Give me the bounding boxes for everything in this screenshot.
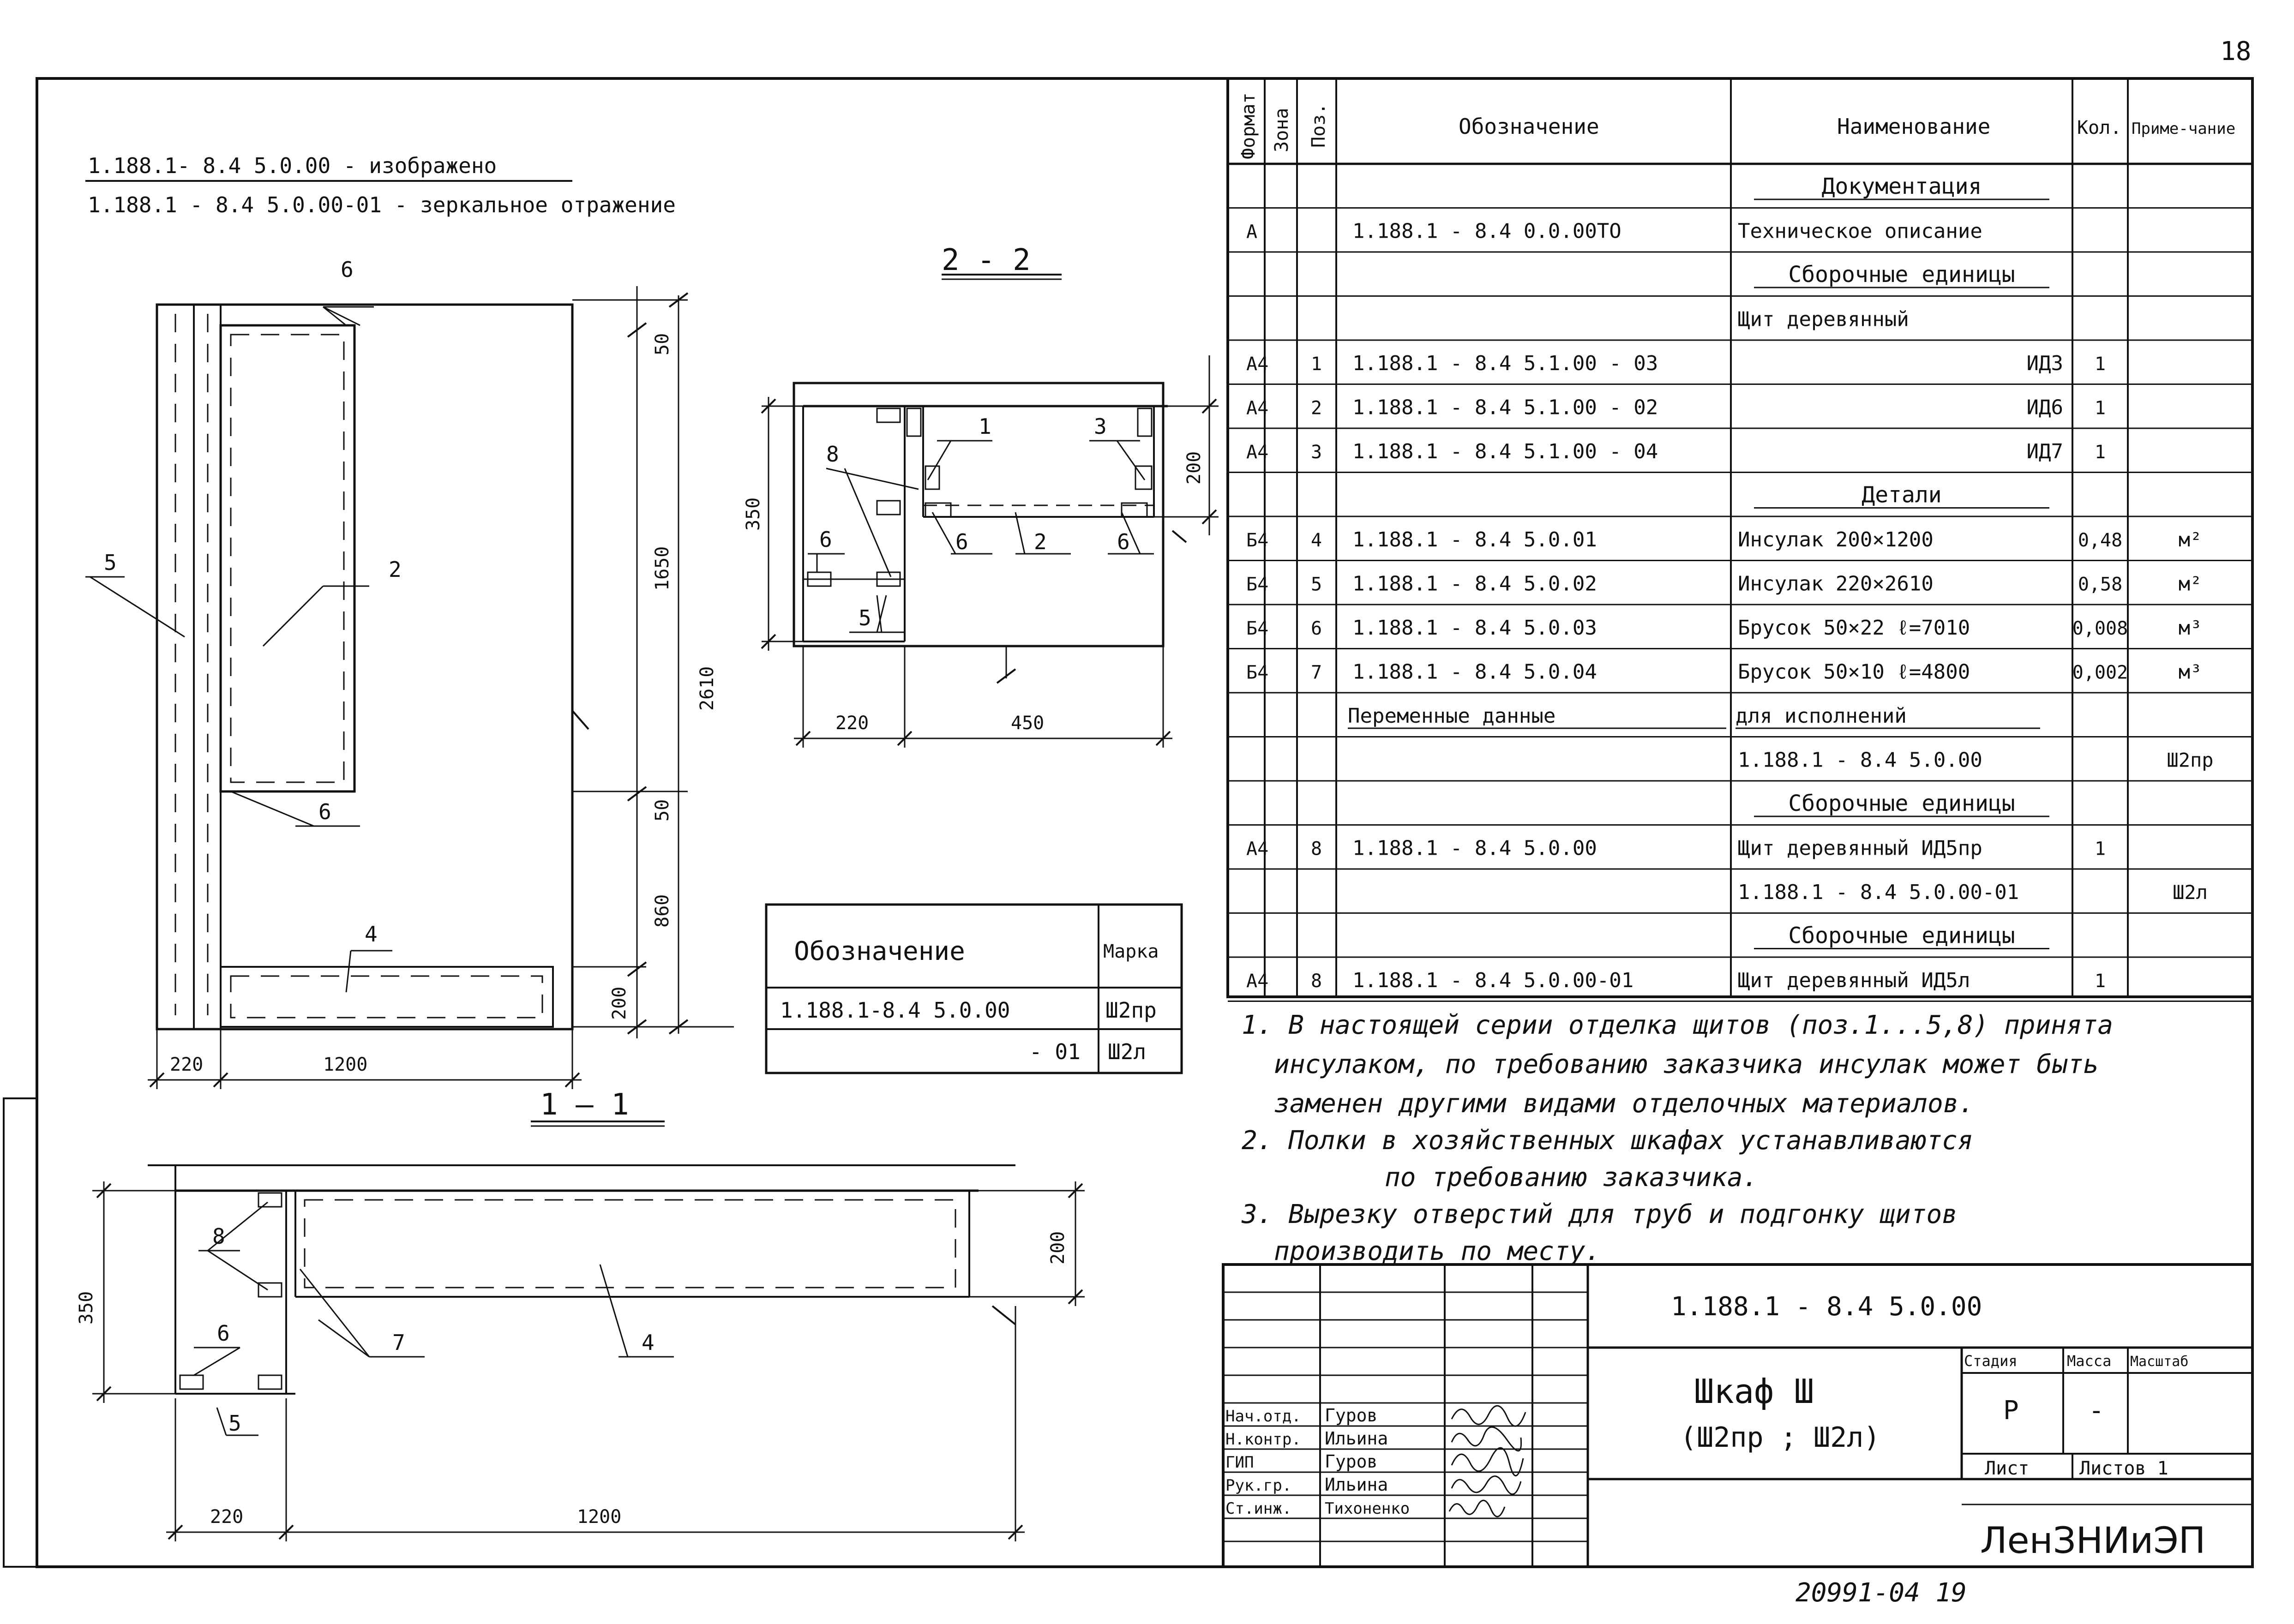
bottom-number: 20991-04 19 <box>1796 1578 1967 1608</box>
mark-table-header-designation: Обозначение <box>794 936 965 966</box>
spec-row-name: ИД3 <box>2026 351 2063 375</box>
spec-row-designation: 1.188.1 - 8.4 5.0.00-01 <box>1352 968 1634 992</box>
view-3-labels <box>76 1224 1069 1528</box>
v3-callout-6: 6 <box>217 1321 230 1346</box>
spec-row-pos: 2 <box>1310 397 1322 419</box>
v2-callout-3: 3 <box>1094 414 1107 439</box>
spec-row-designation: 1.188.1 - 8.4 0.0.00ТО <box>1352 219 1621 243</box>
tb-stage-value: Р <box>2003 1396 2019 1426</box>
spec-row-pos: 7 <box>1310 662 1322 683</box>
v2-callout-2: 2 <box>1034 529 1047 554</box>
spec-row-qty: 0,48 <box>2078 529 2123 551</box>
spec-header-pos: Поз. <box>1308 103 1329 148</box>
callout-6b: 6 <box>318 799 331 824</box>
spec-row-designation: 1.188.1 - 8.4 5.0.03 <box>1352 616 1597 640</box>
page-number: 18 <box>2220 36 2252 66</box>
signature-scribble-4 <box>1452 1476 1521 1494</box>
spec-row-note: м² <box>2178 572 2202 595</box>
section-1-1-label: 1 — 1 <box>540 1088 629 1122</box>
tb-name-3: Гуров <box>1325 1451 1378 1472</box>
spec-row-name: для исполнений <box>1736 704 1907 728</box>
spec-row-designation: 1.188.1 - 8.4 5.1.00 - 03 <box>1352 351 1658 375</box>
v2-dim-350: 350 <box>743 497 764 531</box>
v2-callout-8: 8 <box>826 442 839 467</box>
binding-strip <box>4 1098 37 1567</box>
note-line-2: инсулаком, по требованию заказчика инсулак может быть <box>1274 1049 2099 1079</box>
cabinet-outline <box>157 305 572 1029</box>
v2-dim-200: 200 <box>1183 451 1205 485</box>
spec-row-format: Б4 <box>1246 574 1269 595</box>
spec-row-qty: 1 <box>2094 397 2106 419</box>
tb-name-5: Тихоненко <box>1325 1499 1410 1518</box>
v3-dim-200: 200 <box>1047 1231 1069 1264</box>
spec-row-designation: 1.188.1 - 8.4 5.0.04 <box>1352 660 1597 684</box>
signature-scribble-1 <box>1452 1406 1525 1426</box>
v2-dim-450: 450 <box>1011 713 1045 734</box>
spec-row-designation: 1.188.1 - 8.4 5.0.02 <box>1352 572 1597 596</box>
spec-row-name: 1.188.1 - 8.4 5.0.00-01 <box>1738 880 2019 904</box>
spec-row-qty: 0,008 <box>2072 617 2128 639</box>
tb-scale-label: Масштаб <box>2130 1354 2189 1370</box>
tb-title-line-2: (Ш2пр ; Ш2л) <box>1680 1421 1880 1454</box>
v3-callout-7: 7 <box>392 1330 405 1355</box>
spec-row-name: Сборочные единицы <box>1788 261 2015 288</box>
spec-header-format: Формат <box>1238 92 1259 159</box>
spec-row-pos: 4 <box>1310 529 1322 551</box>
callout-6: 6 <box>341 257 354 282</box>
spec-row-name: 1.188.1 - 8.4 5.0.00 <box>1738 748 1982 772</box>
spec-row-name: Документация <box>1821 173 1982 199</box>
tb-sheet-label: Лист <box>1985 1458 2030 1479</box>
tb-organization: ЛенЗНИиЭП <box>1980 1520 2206 1562</box>
note-line-4: 2. Полки в хозяйственных шкафах устанавливаются <box>1242 1126 1973 1156</box>
tb-role-4: Рук.гр. <box>1225 1476 1292 1495</box>
header-line-2: 1.188.1 - 8.4 5.0.00-01 - зеркальное отражение <box>88 192 676 217</box>
mark-table-row-1-mark: Ш2пр <box>1105 998 1157 1023</box>
drawing-frame <box>37 78 2252 1567</box>
callout-2: 2 <box>389 557 402 582</box>
tb-designation: 1.188.1 - 8.4 5.0.00 <box>1671 1292 1982 1322</box>
spec-row-designation: 1.188.1 - 8.4 5.0.00 <box>1352 836 1597 860</box>
v2-dim-220: 220 <box>835 713 869 734</box>
tb-mass-label: Масса <box>2067 1352 2112 1370</box>
spec-row-designation: 1.188.1 - 8.4 5.1.00 - 02 <box>1352 396 1658 419</box>
spec-row-qty: 1 <box>2094 441 2106 463</box>
callout-4: 4 <box>365 922 378 947</box>
note-line-7: производить по месту. <box>1274 1236 1601 1266</box>
spec-row-format: А4 <box>1246 397 1269 419</box>
notes-block <box>1241 1010 2113 1266</box>
tb-role-1: Нач.отд. <box>1225 1407 1301 1426</box>
v3-callout-8: 8 <box>212 1224 225 1249</box>
spec-row-pos: 1 <box>1310 353 1322 375</box>
spec-row-name: Брусок 50×10 ℓ=4800 <box>1738 660 1970 684</box>
spec-row-pos: 5 <box>1310 574 1322 595</box>
spec-row-format: А4 <box>1246 353 1269 375</box>
dim-860: 860 <box>652 894 673 928</box>
mark-table-row-2-mark: Ш2л <box>1108 1039 1147 1064</box>
spec-row-name: ИД6 <box>2026 396 2063 419</box>
dim-2610: 2610 <box>697 666 718 711</box>
spec-row-format: Б4 <box>1246 617 1269 639</box>
v3-callout-5: 5 <box>228 1411 241 1436</box>
tb-name-2: Ильина <box>1325 1428 1388 1449</box>
spec-row-pos: 6 <box>1310 617 1322 639</box>
dim-1200: 1200 <box>323 1054 368 1075</box>
spec-row-name: Инсулак 200×1200 <box>1738 527 1934 551</box>
spec-row-qty: 0,002 <box>2072 662 2128 683</box>
v2-callout-6c: 6 <box>819 527 832 552</box>
spec-row-format: Б4 <box>1246 529 1269 551</box>
spec-row-pos: 3 <box>1310 441 1322 463</box>
spec-row-name: Сборочные единицы <box>1788 923 2015 949</box>
spec-row-name: Щит деревянный ИД5л <box>1738 968 1970 992</box>
spec-row-designation: 1.188.1 - 8.4 5.1.00 - 04 <box>1352 439 1658 463</box>
tb-role-2: Н.контр. <box>1225 1430 1301 1449</box>
spec-row-pos: 8 <box>1310 970 1322 992</box>
spec-row-note: Ш2пр <box>2167 749 2214 772</box>
tb-role-3: ГИП <box>1225 1453 1254 1472</box>
note-line-5: по требованию заказчика. <box>1385 1163 1759 1193</box>
mark-table-row-1-designation: 1.188.1-8.4 5.0.00 <box>780 998 1010 1023</box>
spec-row-name: ИД7 <box>2026 439 2063 463</box>
tb-name-1: Гуров <box>1325 1405 1378 1426</box>
note-line-6: 3. Вырезку отверстий для труб и подгонку щитов <box>1242 1199 1958 1229</box>
spec-header-zone: Зона <box>1271 108 1292 152</box>
spec-row-qty: 1 <box>2094 353 2106 375</box>
spec-header-note: Приме-чание <box>2132 120 2236 138</box>
spec-row-qty: 1 <box>2094 838 2106 860</box>
spec-row-name: Инсулак 220×2610 <box>1738 572 1934 596</box>
spec-row-name: Щит деревянный <box>1738 307 1909 331</box>
spec-table <box>1228 78 2252 1001</box>
spec-row-note: Ш2л <box>2173 881 2208 904</box>
spec-row-qty: 1 <box>2094 970 2106 992</box>
spec-row-note: м³ <box>2178 660 2202 683</box>
v2-callout-5: 5 <box>859 605 871 630</box>
spec-row-name: Сборочные единицы <box>1788 790 2015 816</box>
spec-header-qty: Кол. <box>2077 117 2122 138</box>
section-2-2-label: 2 - 2 <box>942 243 1031 277</box>
spec-row-name: Техническое описание <box>1738 219 1982 243</box>
spec-row-format: Б4 <box>1246 662 1269 683</box>
spec-row-name: Детали <box>1862 482 1942 508</box>
spec-header-name: Наименование <box>1837 114 1991 139</box>
spec-row-note: м³ <box>2178 616 2202 639</box>
callout-5: 5 <box>104 550 117 575</box>
signature-scribble-5 <box>1449 1500 1505 1516</box>
panel-2-frame <box>221 325 354 791</box>
spec-row-pos: 8 <box>1310 838 1322 860</box>
spec-row-format: А4 <box>1246 970 1269 992</box>
dim-50-top: 50 <box>652 333 673 355</box>
view-1-elevation <box>85 286 734 1126</box>
tb-title-line-1: Шкаф Ш <box>1694 1372 1814 1411</box>
v2-callout-6b: 6 <box>1117 529 1130 554</box>
dim-200: 200 <box>609 986 630 1020</box>
tb-sheets-label: Листов 1 <box>2079 1458 2168 1479</box>
tb-role-5: Ст.инж. <box>1225 1499 1292 1518</box>
spec-row-format: А <box>1246 221 1258 243</box>
mark-table-header-mark: Марка <box>1103 941 1159 962</box>
spec-row-format: А4 <box>1246 441 1269 463</box>
mark-table-row-2-designation: - 01 <box>1029 1039 1081 1064</box>
spec-row-note: м² <box>2178 528 2202 551</box>
spec-header-designation: Обозначение <box>1459 114 1599 139</box>
view-3-plan <box>92 1165 1085 1541</box>
v3-dim-220: 220 <box>210 1506 244 1528</box>
v3-dim-350: 350 <box>76 1291 97 1324</box>
spec-row-name: Брусок 50×22 ℓ=7010 <box>1738 616 1970 640</box>
spec-row-qty: 0,58 <box>2078 574 2123 595</box>
v2-callout-1: 1 <box>979 414 991 439</box>
spec-row-format: А4 <box>1246 838 1269 860</box>
spec-row-name: Щит деревянный ИД5пр <box>1738 836 1982 860</box>
dim-1650: 1650 <box>652 546 673 591</box>
signature-scribble-2 <box>1452 1427 1521 1451</box>
dim-220: 220 <box>170 1054 204 1075</box>
tb-name-4: Ильина <box>1325 1474 1388 1495</box>
note-line-3: заменен другими видами отделочных материалов. <box>1274 1089 1975 1119</box>
dim-50-mid: 50 <box>652 799 673 821</box>
spec-row-designation: Переменные данные <box>1348 704 1556 728</box>
note-line-1: 1. В настоящей серии отделка щитов (поз.1...5,8) принята <box>1242 1010 2114 1040</box>
v3-callout-4: 4 <box>642 1330 655 1355</box>
mark-table <box>766 905 1182 1073</box>
view-2-section <box>762 275 1219 748</box>
v2-callout-6a: 6 <box>955 529 968 554</box>
tb-mass-value: - <box>2089 1396 2104 1426</box>
tb-stage-label: Стадия <box>1964 1352 2018 1370</box>
view-1-labels <box>104 257 718 1122</box>
v3-dim-1200: 1200 <box>577 1506 622 1528</box>
spec-row-designation: 1.188.1 - 8.4 5.0.01 <box>1352 527 1597 551</box>
header-line-1: 1.188.1- 8.4 5.0.00 - изображено <box>88 153 497 178</box>
